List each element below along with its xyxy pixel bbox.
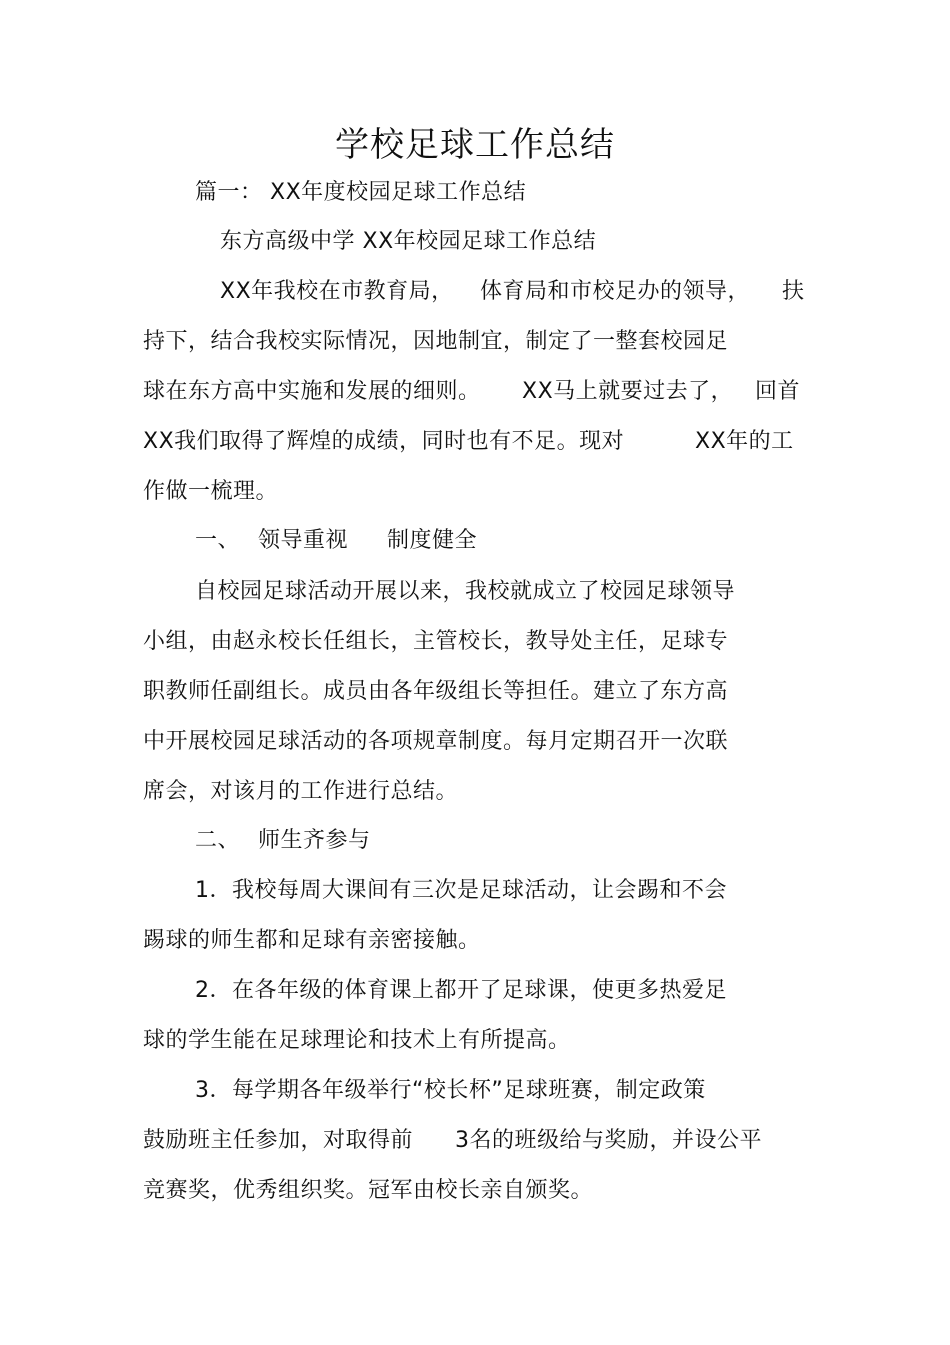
paragraph-line: 自校园足球活动开展以来，我校就成立了校园足球领导 <box>195 579 736 604</box>
paragraph-line: 体育局和市校足办的领导， <box>480 279 751 304</box>
section-number: 二、 <box>195 828 241 853</box>
paragraph-line: XX年我校在市教育局， <box>220 279 454 304</box>
section-number: 一、 <box>195 528 241 553</box>
paragraph-line: 扶 <box>782 279 805 304</box>
list-item-line: 1．我校每周大课间有三次是足球活动，让会踢和不会 <box>195 878 727 903</box>
section-heading: 领导重视 <box>258 528 349 553</box>
paragraph-line: 作做一梳理。 <box>143 479 279 504</box>
document-title: 学校足球工作总结 <box>335 125 615 165</box>
subtitle-line: 东方高级中学 XX年校园足球工作总结 <box>220 229 597 254</box>
list-item-line: 3名的班级给与奖励，并设公平 <box>455 1128 762 1153</box>
section-heading: 制度健全 <box>387 528 478 553</box>
list-item-line: 竞赛奖，优秀组织奖。冠军由校长亲自颁奖。 <box>143 1178 594 1203</box>
paragraph-line: 持下，结合我校实际情况，因地制宜，制定了一整套校园足 <box>143 329 729 354</box>
paragraph-line: 职教师任副组长。成员由各年级组长等担任。建立了东方高 <box>143 679 729 704</box>
list-item-line: 3．每学期各年级举行“校长杯”足球班赛，制定政策 <box>195 1078 706 1103</box>
section-heading: 篇一： XX年度校园足球工作总结 <box>195 180 527 205</box>
section-heading: 师生齐参与 <box>258 828 371 853</box>
paragraph-line: XX年的工 <box>695 429 794 454</box>
list-item-line: 2．在各年级的体育课上都开了足球课，使更多热爱足 <box>195 978 727 1003</box>
paragraph-line: XX我们取得了辉煌的成绩，同时也有不足。现对 <box>143 429 625 454</box>
paragraph-line: XX马上就要过去了， <box>522 379 734 404</box>
list-item-line: 球的学生能在足球理论和技术上有所提高。 <box>143 1028 571 1053</box>
list-item-line: 鼓励班主任参加，对取得前 <box>143 1128 414 1153</box>
list-item-line: 踢球的师生都和足球有亲密接触。 <box>143 928 481 953</box>
paragraph-line: 中开展校园足球活动的各项规章制度。每月定期召开一次联 <box>143 729 729 754</box>
paragraph-line: 球在东方高中实施和发展的细则。 <box>143 379 481 404</box>
paragraph-line: 回首 <box>755 379 801 404</box>
paragraph-line: 小组，由赵永校长任组长，主管校长，教导处主任，足球专 <box>143 629 729 654</box>
paragraph-line: 席会，对该月的工作进行总结。 <box>143 779 459 804</box>
